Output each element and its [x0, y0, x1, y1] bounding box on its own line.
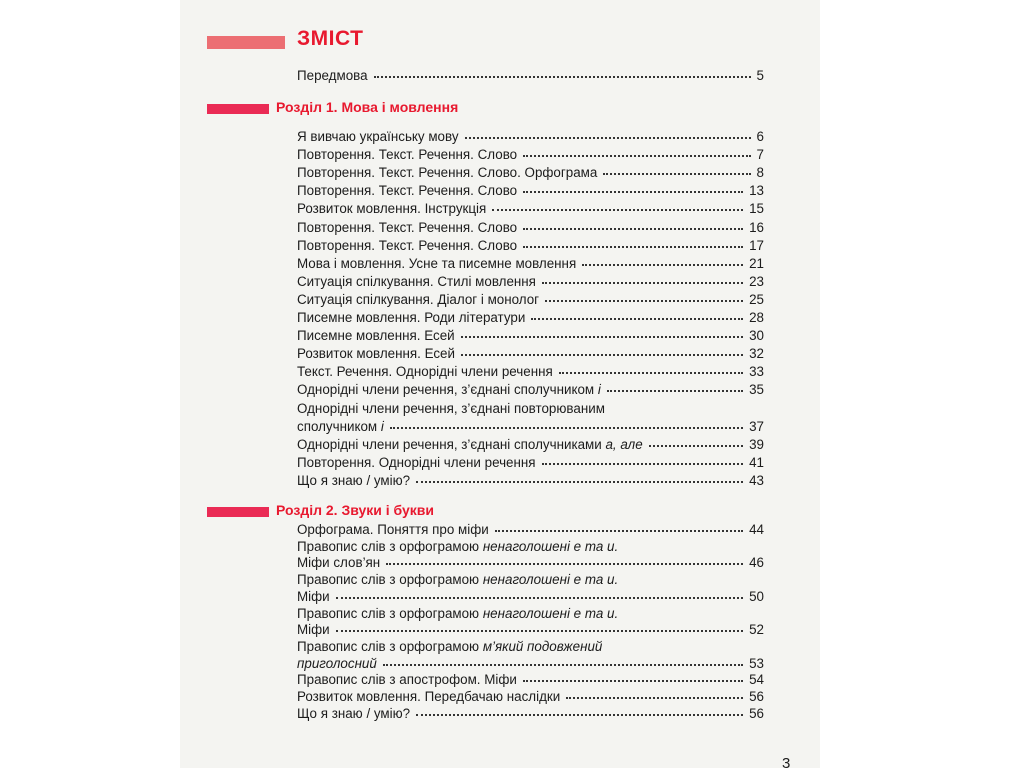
toc-entry-label: Текст. Речення. Однорідні члени речення	[297, 364, 553, 380]
toc-entry-text	[297, 256, 576, 271]
toc-row[interactable]	[297, 520, 764, 537]
toc-entry-first-line-text: Однорідні члени речення, з’єднані повторюваним	[297, 400, 605, 416]
leader-dots	[336, 597, 743, 599]
toc-page-number: 37	[749, 418, 764, 434]
toc-entry-italic: а, але	[605, 436, 643, 452]
leader-dots	[542, 282, 743, 284]
toc-entry-label: Однорідні члени речення, з’єднані сполучниками	[297, 436, 606, 452]
toc-page-number: 5	[756, 68, 764, 83]
title-accent-bar	[207, 36, 285, 49]
section1-title: Розділ 1. Мова і мовлення	[276, 99, 459, 115]
toc-row[interactable]	[297, 163, 764, 180]
leader-dots	[603, 173, 750, 175]
toc-entry-text	[297, 364, 553, 379]
toc-entry-label: Я вивчаю українську мову	[297, 129, 459, 144]
toc-row[interactable]	[297, 254, 764, 271]
toc-page-number: 17	[749, 237, 764, 253]
toc-page-number: 32	[749, 346, 764, 362]
toc-page-number: 52	[749, 622, 764, 638]
leader-dots	[566, 697, 743, 699]
toc-entry-first-line	[297, 639, 602, 654]
toc-row[interactable]	[297, 471, 764, 488]
toc-entry-italic: і	[597, 382, 601, 398]
leader-dots	[492, 209, 743, 211]
toc-entry-text	[297, 522, 489, 537]
toc-page-number: 21	[749, 255, 764, 271]
toc-entry-label: Писемне мовлення. Роди літератури	[297, 310, 526, 325]
toc-page-number: 53	[749, 655, 764, 671]
toc-entry-text	[297, 706, 410, 721]
toc-row[interactable]	[297, 326, 764, 343]
toc-entry-text	[297, 310, 525, 325]
leader-dots	[416, 714, 743, 716]
toc-page-number: 6	[756, 129, 764, 144]
toc-entry-label: Повторення. Текст. Речення. Слово	[297, 183, 518, 199]
toc-row[interactable]	[297, 362, 764, 379]
section2-accent-bar	[207, 507, 269, 517]
toc-entry-first-line	[297, 401, 605, 416]
page-number: 3	[782, 755, 791, 772]
leader-dots	[374, 76, 751, 78]
toc-row[interactable]	[297, 453, 764, 470]
leader-dots	[523, 680, 743, 682]
leader-dots	[531, 318, 743, 320]
toc-row[interactable]	[297, 553, 764, 570]
toc-entry-italic: і	[380, 418, 384, 434]
toc-page-number: 15	[749, 201, 764, 217]
toc-row[interactable]	[297, 272, 764, 289]
toc-entry-text	[297, 201, 486, 216]
toc-row[interactable]	[297, 290, 764, 307]
toc-entry-text	[297, 455, 536, 470]
toc-row[interactable]	[297, 380, 764, 397]
toc-page-number: 54	[749, 672, 764, 688]
toc-entry-text	[297, 220, 517, 235]
toc-entry-first-line-italic: ненаголошені е та и.	[482, 538, 619, 554]
toc-page-number: 7	[756, 147, 764, 163]
leader-dots	[386, 563, 743, 565]
toc-row[interactable]	[297, 435, 764, 452]
leader-dots	[383, 664, 743, 666]
toc-entry-label: Писемне мовлення. Есей	[297, 328, 455, 344]
leader-dots	[461, 354, 743, 356]
toc-row[interactable]	[297, 587, 764, 604]
toc-page-number: 33	[749, 364, 764, 380]
toc-entry-first-line-italic: м’який подовжений	[482, 638, 603, 654]
toc-row[interactable]	[297, 145, 764, 162]
toc-page-number: 35	[749, 382, 764, 398]
toc-page-number: 43	[749, 472, 764, 488]
toc-entry-label: Орфограма. Поняття про міфи	[297, 522, 489, 537]
leader-dots	[465, 137, 751, 139]
toc-entry-text	[297, 656, 377, 671]
leader-dots	[559, 372, 743, 374]
toc-entry-text	[297, 165, 597, 180]
toc-row[interactable]	[297, 417, 764, 434]
toc-row[interactable]	[297, 670, 764, 687]
toc-entry-text	[297, 147, 517, 162]
toc-page-number: 8	[756, 165, 764, 181]
leader-dots	[582, 264, 743, 266]
toc-row[interactable]	[297, 199, 764, 216]
toc-entry-label: Повторення. Однорідні члени речення	[297, 454, 536, 470]
toc-entry-text	[297, 183, 517, 198]
toc-page-number: 16	[749, 219, 764, 235]
leader-dots	[607, 390, 743, 392]
toc-row[interactable]	[297, 218, 764, 235]
leader-dots	[542, 463, 744, 465]
section1-accent-bar	[207, 104, 269, 114]
toc-entry-label: Що я знаю / умію?	[297, 705, 411, 721]
toc-page-number: 56	[749, 705, 764, 721]
toc-entry-text: Передмова	[297, 68, 368, 83]
toc-entry-italic: приголосний	[297, 655, 377, 671]
toc-entry-text	[297, 589, 330, 604]
toc-entry-label: Розвиток мовлення. Есей	[297, 346, 455, 362]
toc-entry-label: Однорідні члени речення, з’єднані сполучником	[297, 382, 598, 398]
leader-dots	[495, 530, 743, 532]
toc-entry-first-line	[297, 606, 618, 621]
toc-row[interactable]	[297, 66, 764, 83]
leader-dots	[523, 246, 743, 248]
leader-dots	[336, 630, 743, 632]
toc-entry-first-line	[297, 539, 618, 554]
toc-entry-text	[297, 473, 410, 488]
toc-entry-label: Правопис слів з апострофом. Міфи	[297, 672, 517, 688]
toc-entry-label: Ситуація спілкування. Стилі мовлення	[297, 273, 536, 289]
toc-entry-label: Розвиток мовлення. Передбачаю наслідки	[297, 689, 561, 704]
toc-row[interactable]	[297, 620, 764, 637]
toc-row[interactable]	[297, 704, 764, 721]
toc-entry-first-line-text: Правопис слів з орфограмою	[297, 605, 483, 621]
toc-entry-text	[297, 437, 643, 452]
toc-row[interactable]	[297, 181, 764, 198]
toc-entry-text	[297, 622, 330, 637]
toc-entry-label: Повторення. Текст. Речення. Слово	[297, 237, 518, 253]
leader-dots	[461, 336, 743, 338]
toc-entry-first-line-text: Правопис слів з орфограмою	[297, 538, 483, 554]
page-title: ЗМІСТ	[297, 27, 364, 50]
toc-page-number: 13	[749, 183, 764, 199]
toc-entry-text	[297, 292, 539, 307]
toc-entry-label: Повторення. Текст. Речення. Слово	[297, 219, 518, 235]
toc-row[interactable]	[297, 654, 764, 671]
toc-entry-label: Міфи	[297, 588, 330, 604]
toc-page-number: 28	[749, 310, 764, 325]
toc-entry-text	[297, 419, 384, 434]
toc-row[interactable]	[297, 236, 764, 253]
toc-page-number: 39	[749, 436, 764, 452]
toc-entry-label: Міфи слов’ян	[297, 555, 381, 571]
toc-entry-label: Повторення. Текст. Речення. Слово	[297, 147, 518, 163]
toc-entry-first-line-text: Правопис слів з орфограмою	[297, 638, 483, 654]
toc-page-number: 46	[749, 555, 764, 571]
leader-dots	[523, 155, 750, 157]
toc-row[interactable]	[297, 127, 764, 144]
toc-page-number: 44	[749, 522, 764, 537]
toc-page-number: 50	[749, 588, 764, 604]
toc-entry-label: Повторення. Текст. Речення. Слово. Орфограма	[297, 165, 598, 181]
toc-entry-label: Мова і мовлення. Усне та писемне мовлення	[297, 255, 577, 271]
toc-page-number: 56	[749, 689, 764, 704]
toc-row[interactable]	[297, 308, 764, 325]
toc-entry-first-line-text: Правопис слів з орфограмою	[297, 572, 483, 588]
leader-dots	[523, 191, 743, 193]
leader-dots	[390, 427, 743, 429]
toc-entry-label: Що я знаю / умію?	[297, 472, 411, 488]
leader-dots	[649, 445, 743, 447]
leader-dots	[523, 228, 743, 230]
toc-entry-first-line-italic: ненаголошені е та и.	[482, 572, 619, 588]
toc-entry-text	[297, 672, 517, 687]
toc-entry-text	[297, 689, 560, 704]
toc-entry-label: Ситуація спілкування. Діалог і монолог	[297, 291, 540, 307]
toc-entry-text	[297, 129, 459, 144]
leader-dots	[545, 300, 743, 302]
toc-row[interactable]	[297, 687, 764, 704]
toc-page-number: 30	[749, 328, 764, 344]
toc-page-number: 23	[749, 273, 764, 289]
toc-row[interactable]	[297, 344, 764, 361]
toc-entry-text	[297, 382, 601, 397]
toc-entry-first-line-italic: ненаголошені е та и.	[482, 605, 619, 621]
toc-entry-text	[297, 274, 536, 289]
toc-entry-label: Міфи	[297, 622, 330, 638]
section2-title: Розділ 2. Звуки і букви	[276, 502, 435, 518]
leader-dots	[416, 481, 743, 483]
toc-entry-text	[297, 346, 455, 361]
toc-entry-text	[297, 328, 455, 343]
toc-page-number: 25	[749, 291, 764, 307]
toc-entry-first-line	[297, 572, 618, 587]
toc-entry-text	[297, 238, 517, 253]
toc-entry-label: сполучником	[297, 418, 381, 434]
toc-page-number: 41	[749, 454, 764, 470]
toc-entry-label: Розвиток мовлення. Інструкція	[297, 201, 487, 217]
toc-entry-text	[297, 555, 380, 570]
